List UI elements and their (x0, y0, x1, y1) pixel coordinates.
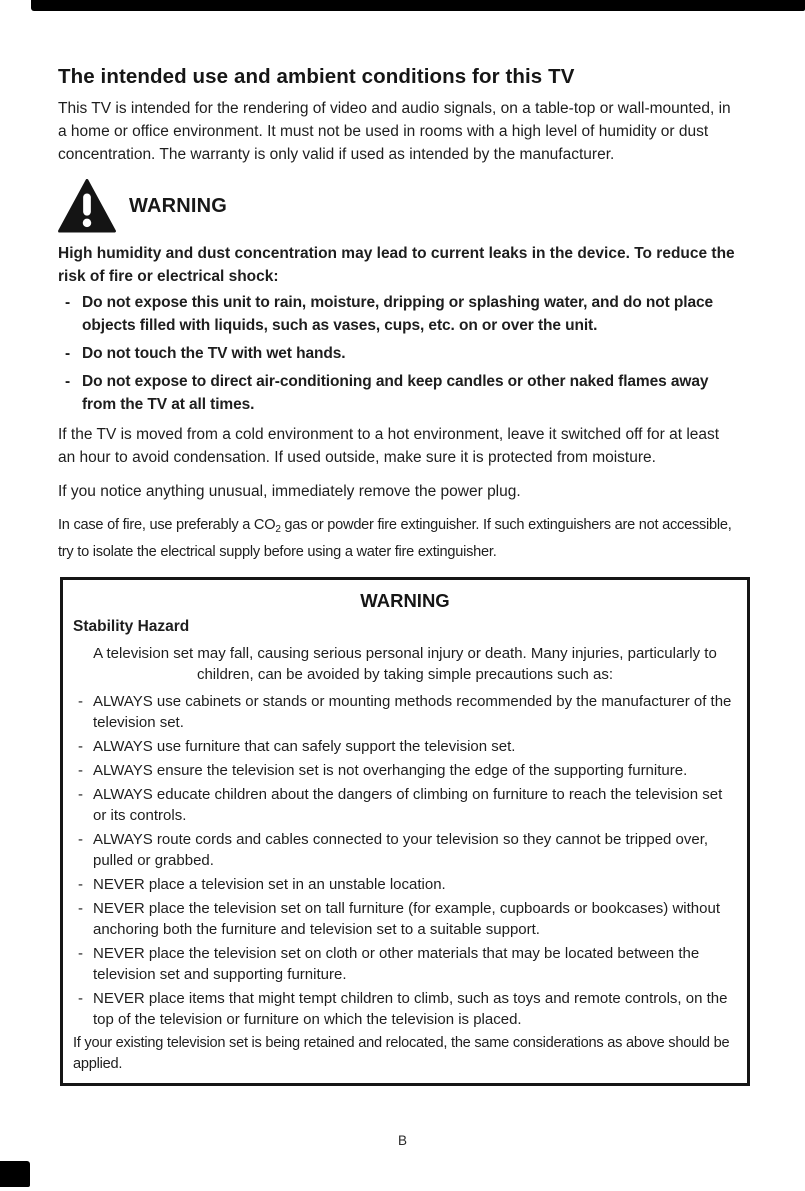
warning-bullet-item: - Do not expose to direct air-conditioning and keep candles or other naked flames away from the TV at all times. (58, 370, 740, 416)
stability-bullet-item: - NEVER place the television set on cloth or other materials that may be located between the television set and supporting furniture. (73, 943, 737, 985)
page-title: The intended use and ambient conditions for this TV (58, 65, 575, 88)
stability-bullet-item: - ALWAYS use cabinets or stands or mounting methods recommended by the manufacturer of the television set. (73, 691, 737, 733)
co2-subscript: 2 (275, 524, 281, 535)
stability-bullet-list (73, 691, 737, 1030)
stability-intro-text: A television set may fall, causing serious personal injury or death. Many injuries, particularly to children, can be avoided by taking simple precautions such as: (93, 645, 717, 683)
stability-hazard-heading: Stability Hazard (73, 618, 190, 635)
stability-warning-box (60, 577, 750, 1086)
condensation-paragraph: If the TV is moved from a cold environment to a hot environment, leave it switched off for at least an hour to avoid condensation. If used outside, make sure it is protected from moisture. (58, 426, 720, 466)
stability-bullet-item: - ALWAYS educate children about the dangers of climbing on furniture to reach the television set or its controls. (73, 784, 737, 826)
warning-bullet-item: - Do not expose this unit to rain, moisture, dripping or splashing water, and do not place objects filled with liquids, such as vases, cups, etc. on or over the unit. (58, 291, 740, 337)
stability-bullet-item: - ALWAYS route cords and cables connected to your television so they cannot be tripped over, pulled or grabbed. (73, 829, 737, 871)
warning-banner (58, 178, 740, 234)
stability-bullet-item: - ALWAYS ensure the television set is not overhanging the edge of the supporting furniture. (73, 760, 737, 781)
unusual-paragraph: If you notice anything unusual, immediately remove the power plug. (58, 483, 521, 500)
page-content (58, 0, 740, 1086)
scan-artifact-bottom-left-block (0, 1161, 30, 1187)
fire-extinguisher-paragraph (58, 514, 740, 564)
warning-lead-text: High humidity and dust concentration may lead to current leaks in the device. To reduce the risk of fire or electrical shock: (58, 245, 735, 285)
page-number: B (397, 1133, 407, 1148)
warning-bullet-item: - Do not touch the TV with wet hands. (58, 342, 740, 365)
fire-text-suffix: gas or powder fire extinguisher. If such extinguishers are not accessible, try to isolate the electrical supply before using a water fire extinguisher. (58, 517, 732, 560)
warning-bullet-list (58, 291, 740, 416)
warning-triangle-icon (58, 179, 116, 233)
stability-bullet-item: - ALWAYS use furniture that can safely support the television set. (73, 736, 737, 757)
stability-bullet-item: - NEVER place the television set on tall furniture (for example, cupboards or bookcases) without anchoring both the furniture and television set to a suitable support. (73, 898, 737, 940)
stability-bullet-item: - NEVER place items that might tempt children to climb, such as toys and remote controls, on the top of the television or furniture on which the television is placed. (73, 988, 737, 1030)
intro-paragraph: This TV is intended for the rendering of video and audio signals, on a table-top or wall-mounted, in a home or office environment. It must not be used in rooms with a high level of humidity or dust concentration. The warranty is only valid if used as intended by the manufacturer. (58, 100, 731, 163)
stability-footer-text: If your existing television set is being retained and relocated, the same considerations as above should be applied. (73, 1035, 730, 1072)
stability-bullet-item: - NEVER place a television set in an unstable location. (73, 874, 737, 895)
fire-text-prefix: In case of fire, use preferably a CO (58, 517, 276, 533)
stability-box-title: WARNING (360, 590, 450, 611)
warning-banner-label: WARNING (129, 194, 228, 217)
